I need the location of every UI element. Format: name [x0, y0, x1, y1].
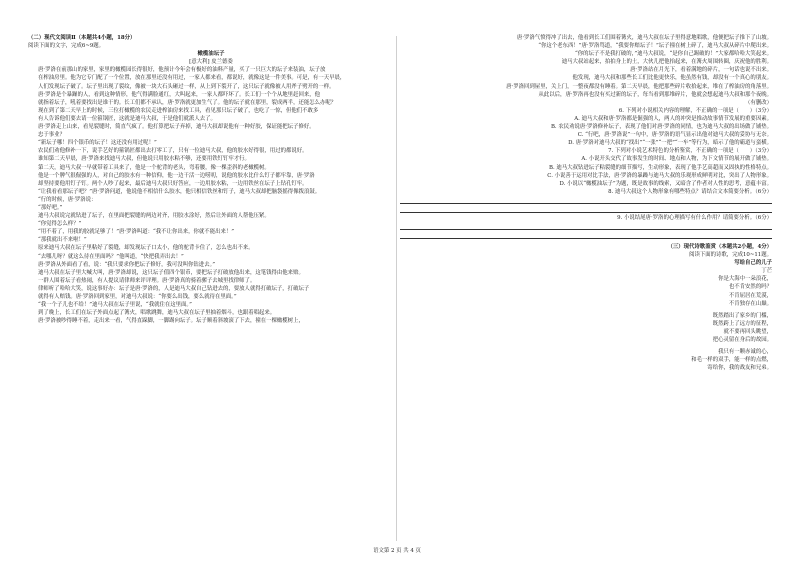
question-7-options: [400, 155, 772, 187]
column-divider: [396, 36, 397, 541]
story-paragraph-line: 却坚持要他用钉子钉。两个人吵了起来，最后迪马大叔只好答应，一边用胶水粘，一边用铁丝在坛子上钻孔钉牢。: [38, 180, 308, 187]
story-paragraph-line: “你这个老东西！”唐·罗洛骂道，“我要你赔坛子！”坛子撞在树上碎了，迪马大叔从碎片中爬出来。: [538, 43, 772, 50]
page-footer: 语文第 2 页 共 4 页: [373, 548, 421, 554]
poem-line: 把心灵留在身后的故园。: [712, 337, 772, 343]
story-title: 橄榄油坛子: [197, 51, 225, 58]
story-paragraph-line: “行的时候，唐·罗洛说：: [38, 196, 97, 203]
right-column: [400, 34, 772, 376]
answer-option: A. 迪马大叔和唐·罗洛都是倔强的人，两人的冲突是推动故事情节发展的重要因素。: [574, 115, 772, 122]
story-paragraph-line: 唐·罗洛是个暴躁的人，看到这种情形，他气得满脸通红，大叫起来，一家人都吓坏了。长工们一个个从地里赶回来，他: [38, 91, 321, 98]
answer-option: B. 农民劝说唐·罗洛修补坛子，表现了他们对唐·罗洛的同情，也为迪马大叔的出场做了铺垫。: [550, 124, 772, 131]
story-paragraph-line: 农民们劝他修补一下，说手艺好的箍锅匠都出去打零工了，只有一位迪马大叔，他的胶水好得很，用过的都说好。: [38, 148, 308, 155]
answer-option: C. 小说善于运用对比手法，唐·罗洛的暴躁与迪马大叔的乐观形成鲜明对比，突出了人物形象。: [547, 172, 772, 179]
story-paragraph-line: 他是一个脾气很倔强的人，对自己的胶水有一种信仰，他一边干活一边唠叨，说他的胶水比什么钉子都牢靠，唐·罗洛: [38, 172, 315, 179]
story-paragraph-line: “我一个子儿也不给！”迪马大叔在坛子里说，“我就住在这里面。”: [38, 302, 192, 309]
section-3-instruction: 阅读下面的诗歌，完成10~11题。: [689, 252, 772, 259]
story-author: [意大利] 皮兰德娄: [189, 59, 233, 66]
story-paragraph-line: 在榨油房里。他为它专门配了一个位置，放在那里还没有用过，一家人都来看，都说好，就像这是一件美事。可是，有一天早晨，: [38, 75, 346, 82]
story-paragraph-line: 迪马大叔站起来，拍拍身上的土，大伙儿把他抬起来，在篝火周围转圈，庆祝他的胜利。: [561, 59, 772, 66]
story-paragraph-line: “让我看看那坛子吧？”唐·罗洛问道，他说他不相信什么胶水，他只相信铁丝和钉子，迪马大叔却把脑袋摇得像拨浪鼓。: [38, 188, 321, 195]
question-6-options: [400, 115, 772, 147]
answer-option: D. 唐·罗洛对迪马大叔的“找出”“一张”“一把”“一车”等行为，暗示了他的霸道与蛮横。: [568, 140, 772, 147]
story-paragraph-line: 一群人围着坛子看热闹，有人提议请律师来评评理。唐·罗洛真的骑着骡子去城里找律师了。: [38, 277, 256, 284]
story-paragraph-line: “你的坛子不是我打破的，”迪马大叔说，“是你自己踢破的！”大家都哈哈大笑起来。: [575, 51, 772, 58]
left-column: [28, 34, 394, 325]
poem-line: 寄给你，我的战友和兄弟。: [707, 365, 772, 372]
story-paragraph-line: 他发现，迪马大叔和那些长工们比他更快乐，他虽然有钱，却没有一个真心的朋友。: [572, 75, 772, 82]
story-paragraph-line: 谁知第二天早晨，唐·罗洛来找迪马大叔，但他说只用胶水粘不够，还要用铁钉钉牢才行。: [38, 156, 250, 163]
story-paragraph-line: “你觉得怎么样？”: [38, 221, 82, 228]
question-9: 9. 小说结尾唐·罗洛的心理描写有什么作用？请简要分析。（6分）: [617, 214, 772, 221]
story-ending: [400, 34, 772, 99]
poem-line: 不肯屈居在荒漠，: [728, 292, 772, 299]
story-paragraph-line: 原来迪马大叔在坛子里粘好了裂缝，却发现坛子口太小，他的驼背卡住了，怎么也出不来。: [38, 245, 254, 252]
poem-line: 我只有一颗赤诚的心，: [718, 349, 772, 356]
poem-line: 你是大海中一朵浪花，: [718, 276, 772, 283]
story-paragraph-line: 就指着坛子，吼着要找出是谁干的。长工们都不承认，唐·罗洛就更加生气了。他的坛子就在那里，裂成两半，还能怎么办呢？: [38, 99, 337, 106]
answer-option: B. 迪马大叔钻进坛子粘裂缝的细节描写，生动形象，表现了他手艺高超而又固执的性格特点。: [548, 164, 772, 171]
story-paragraph-line: 有人告诉他们要去请一位箍锅匠，这就是迪马大叔，于是他们就派人去了。: [38, 115, 216, 122]
poem-author: 丁芒: [761, 268, 772, 275]
story-paragraph-line: 忠于事业？: [38, 132, 65, 139]
answer-line: [400, 222, 772, 230]
answer-line: [400, 205, 772, 213]
story-paragraph-line: 律师听了哈哈大笑，说这事好办：坛子是唐·罗洛的，人是迪马大叔自己钻进去的，要放人就得打破坛子，打破坛子: [38, 285, 310, 292]
answer-option: C. “行吧，唐·罗洛说”一句中，唐·罗洛的语气显示出他对迪马大叔的妥协与无奈。: [577, 132, 772, 139]
story-paragraph-line: 唐·罗洛在前那山的家里，家里的橄榄园长得很好，他预计今年会有极好的油料产量，买了一只巨大的坛子来装油，坛子放: [38, 67, 326, 74]
story-body: [28, 66, 394, 325]
section-instruction: 阅读下面的文字，完成6~9题。: [28, 43, 105, 50]
answer-line: [400, 196, 772, 204]
question-7: 7. 下列对小说艺术特色的分析鉴赏，不正确的一项是（ ）（3分）: [608, 148, 772, 155]
poem-line: 和毛一样的双手，能一样的点燃，: [691, 357, 772, 364]
story-paragraph-line: “那好吧。”: [38, 204, 63, 211]
story-paragraph-line: “去哪儿呀？就这么待在里面吗？”他叫道，“快把我弄出去！”: [38, 253, 184, 260]
poem-title: 写给自己的儿子: [734, 260, 772, 267]
story-paragraph-line: 就得有人赔钱。唐·罗洛回到家里，对迪马大叔说：“你要么出钱，要么就待在里面。”: [38, 294, 237, 300]
story-paragraph-line: “那我就出不来啦！”: [38, 237, 87, 244]
answer-option: A. 小说开头交代了故事发生的时间、地点和人物，为下文情节的展开做了铺垫。: [581, 156, 772, 163]
story-paragraph-line: 第二天，迪马大叔一早就带着工具来了，他是一个驼背的老头，弯着腰，像一棵歪斜的老橄榄树。: [38, 164, 270, 171]
story-paragraph-line: 唐·罗洛回到屋里，关上门，一整夜都没有睡着。第二天早晨，他把那些碎片收拾起来，堆在了榨油房的角落里。: [506, 83, 772, 90]
answer-option: D. 小说以“橄榄油坛子”为题，既是故事的线索，又暗含了作者对人性的思考，意蕴丰富。: [559, 180, 772, 187]
story-paragraph-line: “新坛子哪！四个银币的坛子！这还没有用过呢！”: [38, 140, 157, 147]
story-paragraph-line: 唐·罗洛站在月光下，看着满地的碎片，一句话也说不出来。: [630, 67, 772, 74]
question-8: 8. 迪马大叔这个人物形象有哪些特点？请结合文本简要分析。（6分）: [608, 188, 772, 195]
poem-body: [400, 275, 772, 376]
poem-line: 既然跨上了远方的征程，: [712, 320, 772, 327]
section-title: （二）现代文阅读Ⅱ（本题共4小题，18分）: [28, 35, 136, 41]
poem-line: 也不肯安然的吗？: [728, 284, 772, 291]
story-paragraph-line: 唐·罗洛走上山来，看见裂缝时，简直气疯了。他打算把坛子弃掉，迪马大叔却说他有一种好胶，保证能把坛子修好。: [38, 124, 315, 131]
story-paragraph-line: 迪马大叔说完就钻进了坛子，在里面把裂缝的两边对齐，用胶水涂好，然后让外面的人帮他压紧。: [38, 213, 270, 220]
story-paragraph-line: 唐·罗洛气愤得冲了出去，他看到长工们围着篝火，迪马大叔在坛子里得意地唱歌，他便把坛子推下了山坡。: [516, 35, 772, 41]
source-note: （有删改）: [745, 99, 772, 106]
question-6: 6. 下列对小说相关内容的理解，不正确的一项是（ ）（3分）: [618, 107, 772, 114]
poem-line: 就不要再回头眺望，: [723, 328, 772, 335]
section-3-title: （三）现代诗歌鉴赏（本题共2小题，4分）: [667, 243, 772, 250]
story-paragraph-line: 人们发现坛子破了。坛子里出现了裂纹，像被一块大石头砸过一样，从上到下裂开了，这只坛子就像被人用斧子劈开的一样。: [38, 83, 335, 90]
answer-line: [400, 231, 772, 239]
story-paragraph-line: 唐·罗洛被吵得睡不着，走出来一看，气得直跺脚，一脚踢向坛子。坛子顺着斜坡滚了下去，撞在一棵橄榄树上，: [38, 318, 304, 325]
poem-line: 不肯独存在山巅。: [728, 300, 772, 307]
story-paragraph-line: 唐·罗洛从外面看了看，说：“我只要求你把坛子修好，我可没叫你钻进去。”: [38, 261, 216, 268]
story-paragraph-line: 现在到了第二天早上的时候，三位打橄榄的农民走进榨油房来找工具，看见那只坛子破了，也吃了一惊，但他们不敢多: [38, 107, 319, 114]
story-paragraph-line: 迪马大叔在坛子里大喊大叫，唐·罗洛却说，这只坛子值四个银币，要把坛子打破放他出来，这笔钱得由他来赔。: [38, 269, 304, 276]
poem-line: 既然踏出了家乡的门槛，: [712, 312, 772, 319]
story-paragraph-line: 从此以后，唐·罗洛再也没有买过新的坛子，每当看到那堆碎片，他就会想起迪马大叔和那个夜晚。: [538, 91, 772, 98]
story-paragraph-line: “用不着了，用我的胶就足够了！”唐·罗洛叫道：“我不让你出来，你就不能出来！”: [38, 229, 235, 236]
story-paragraph-line: 到了晚上，长工们在坛子外面点起了篝火，唱歌跳舞，迪马大叔在坛子里抽着烟斗，也跟着唱起来。: [38, 310, 276, 317]
